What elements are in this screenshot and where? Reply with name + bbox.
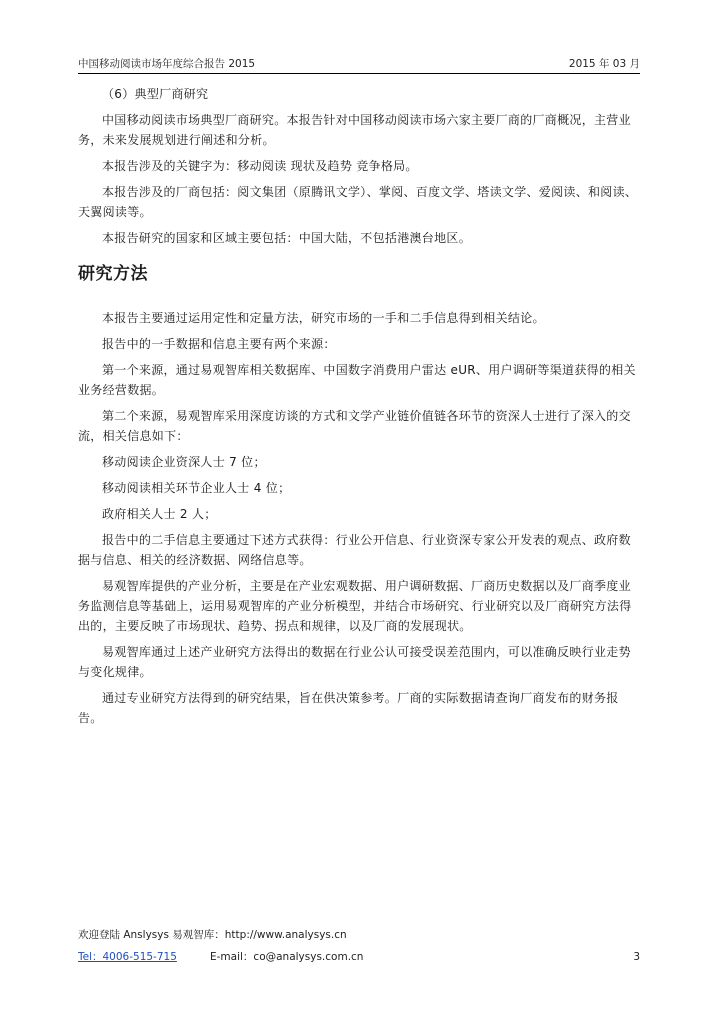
paragraph: 通过专业研究方法得到的研究结果，旨在供决策参考。厂商的实际数据请查询厂商发布的财务报告。 xyxy=(78,691,619,725)
footer-welcome: 欢迎登陆 Anslysys 易观智库：http://www.analysys.cn xyxy=(78,929,347,941)
header-date: 2015 年 03 月 xyxy=(568,58,640,70)
paragraph: 报告中的二手信息主要通过下述方式获得：行业公开信息、行业资深专家公开发表的观点、政府数据与信息、相关的经济数据、网络信息等。 xyxy=(78,533,631,567)
phone-link[interactable]: Tel：4006-515-715 xyxy=(78,951,177,963)
section-heading: 研究方法 xyxy=(78,264,148,284)
section-subtitle: （6）典型厂商研究 xyxy=(102,87,209,101)
paragraph: 移动阅读企业资深人士 7 位； xyxy=(102,455,266,469)
paragraph: 第一个来源，通过易观智库相关数据库、中国数字消费用户雷达 eUR、用户调研等渠道获得的相关业务经营数据。 xyxy=(78,363,636,397)
paragraph: 政府相关人士 2 人； xyxy=(102,507,217,521)
page-header xyxy=(78,56,640,74)
page-number: 3 xyxy=(633,951,640,963)
header-title: 中国移动阅读市场年度综合报告 2015 xyxy=(78,58,256,70)
document-body xyxy=(78,84,640,734)
paragraph: 本报告主要通过运用定性和定量方法，研究市场的一手和二手信息得到相关结论。 xyxy=(102,311,545,325)
page-footer xyxy=(78,927,640,966)
paragraph: 中国移动阅读市场典型厂商研究。本报告针对中国移动阅读市场六家主要厂商的厂商概况，主营业务，未来发展规划进行阐述和分析。 xyxy=(78,113,631,147)
paragraph: 易观智库通过上述产业研究方法得出的数据在行业公认可接受误差范围内，可以准确反映行业走势与变化规律。 xyxy=(78,645,631,679)
email-text: E-mail：co@analysys.com.cn xyxy=(210,951,364,963)
paragraph: 本报告涉及的厂商包括：阅文集团（原腾讯文学）、掌阅、百度文学、塔读文学、爱阅读、和阅读、天翼阅读等。 xyxy=(78,185,638,219)
footer-contact xyxy=(78,948,640,966)
paragraph: 报告中的一手数据和信息主要有两个来源： xyxy=(102,337,336,351)
paragraph: 第二个来源，易观智库采用深度访谈的方式和文学产业链价值链各环节的资深人士进行了深入的交流，相关信息如下： xyxy=(78,409,631,443)
paragraph: 易观智库提供的产业分析，主要是在产业宏观数据、用户调研数据、厂商历史数据以及厂商季度业务监测信息等基础上，运用易观智库的产业分析模型，并结合市场研究、行业研究以及厂商研究方法得出的，主要反映了市场现状、趋势、拐点和规律，以及厂商的发展现状。 xyxy=(78,579,632,633)
paragraph: 本报告涉及的关键字为：移动阅读 现状及趋势 竞争格局。 xyxy=(102,159,418,173)
paragraph: 移动阅读相关环节企业人士 4 位； xyxy=(102,481,291,495)
paragraph: 本报告研究的国家和区域主要包括：中国大陆，不包括港澳台地区。 xyxy=(102,231,472,245)
